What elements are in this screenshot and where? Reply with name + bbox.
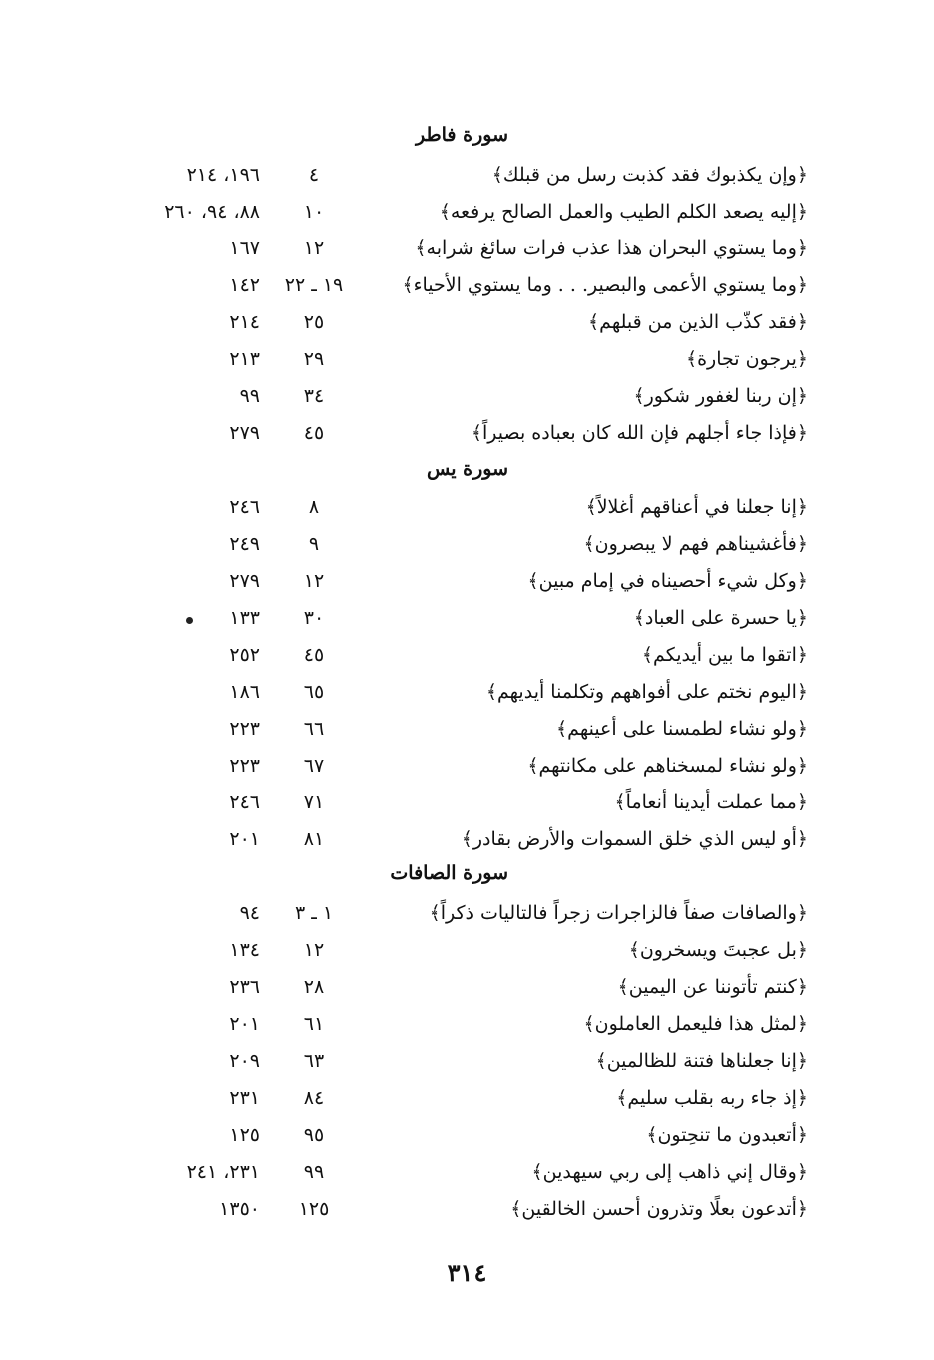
index-row <box>0 1193 934 1225</box>
verse-text: ﴿يرجون تجارة﴾ <box>685 348 808 370</box>
verse-text: ﴿يا حسرة على العباد﴾ <box>633 607 808 629</box>
verse-text: ﴿لمثل هذا فليعمل العاملون﴾ <box>583 1013 808 1035</box>
index-row <box>0 934 934 966</box>
page-references: ٨٨، ٩٤، ٢٦٠ <box>164 201 260 223</box>
ayah-number: ١٢٥ <box>298 1198 330 1220</box>
ayah-number: ٨١ <box>303 828 325 850</box>
index-row <box>0 232 934 264</box>
index-row <box>0 602 934 634</box>
index-row <box>0 380 934 412</box>
page-references: ١٨٦ <box>229 681 260 703</box>
index-row <box>0 1045 934 1077</box>
ayah-number: ٩٩ <box>303 1161 325 1183</box>
ayah-number: ١٢ <box>303 939 325 961</box>
page-references: ٢٣١، ٢٤١ <box>186 1161 260 1183</box>
page-references: ٢٠٩ <box>229 1050 260 1072</box>
ayah-number: ٩٥ <box>303 1124 325 1146</box>
index-row <box>0 971 934 1003</box>
page-references: ٢٤٦ <box>229 496 260 518</box>
page-references: ١٣٣ <box>229 607 260 629</box>
index-row <box>0 565 934 597</box>
page-references: ٢١٣ <box>229 348 260 370</box>
ayah-number: ١٠ <box>303 201 325 223</box>
page-number: ٣١٤ <box>447 1258 487 1287</box>
verse-text: ﴿فإذا جاء أجلهم فإن الله كان بعباده بصيراً﴾ <box>470 422 808 444</box>
page-references: ٢٣١ <box>229 1087 260 1109</box>
page-references: ٢٧٩ <box>229 570 260 592</box>
ayah-number: ١٢ <box>303 570 325 592</box>
page-references: ٢٢٣ <box>229 718 260 740</box>
index-row <box>0 713 934 745</box>
verse-text: ﴿أتعبدون ما تنحِتون﴾ <box>646 1124 808 1146</box>
verse-text: ﴿ولو نشاء لمسخناهم على مكانتهم﴾ <box>527 755 808 777</box>
index-row <box>0 196 934 228</box>
index-row <box>0 417 934 449</box>
page-references: ١٣٤ <box>229 939 260 961</box>
index-row <box>0 491 934 523</box>
index-row <box>0 1008 934 1040</box>
ayah-number: ٦٦ <box>303 718 325 740</box>
page-references: ٢٤٦ <box>229 791 260 813</box>
verse-text: ﴿أو ليس الذي خلق السموات والأرض بقادر﴾ <box>461 828 808 850</box>
verse-text: ﴿إنا جعلنا في أعناقهم أغلالاً﴾ <box>585 496 808 518</box>
verse-text: ﴿فأغشيناهم فهم لا يبصرون﴾ <box>583 533 808 555</box>
surah-heading: سورة يس <box>427 458 508 480</box>
ayah-number: ٢٨ <box>303 976 325 998</box>
verse-text: ﴿وكل شيء أحصيناه في إمام مبين﴾ <box>527 570 808 592</box>
ayah-number: ٨ <box>308 496 320 518</box>
page-references: ٢١٤ <box>229 311 260 333</box>
index-row <box>0 159 934 191</box>
bullet-mark-icon <box>186 617 193 624</box>
page-references: ٢٣٦ <box>229 976 260 998</box>
ayah-number: ١ ـ ٣ <box>294 902 334 924</box>
index-row <box>0 786 934 818</box>
verse-text: ﴿فقد كذّب الذين من قبلهم﴾ <box>588 311 808 333</box>
index-row <box>0 343 934 375</box>
page-references: ٢٠١ <box>229 1013 260 1035</box>
surah-heading: سورة الصافات <box>390 862 508 884</box>
verse-text: ﴿وقال إني ذاهب إلى ربي سيهدين﴾ <box>531 1161 808 1183</box>
index-row <box>0 676 934 708</box>
ayah-number: ٤ <box>308 164 320 186</box>
ayah-number: ١٢ <box>303 237 325 259</box>
index-row <box>0 269 934 301</box>
verse-text: ﴿كنتم تأتوننا عن اليمين﴾ <box>617 976 808 998</box>
page-references: ١٢٥ <box>229 1124 260 1146</box>
ayah-number: ٣٠ <box>303 607 325 629</box>
ayah-number: ١٩ ـ ٢٢ <box>284 274 344 296</box>
verse-text: ﴿وما يستوي البحران هذا عذب فرات سائغ شرابه﴾ <box>415 237 808 259</box>
verse-text: ﴿وإن يكذبوك فقد كذبت رسل من قبلك﴾ <box>491 164 808 186</box>
page-references: ٢٤٩ <box>229 533 260 555</box>
index-row <box>0 1082 934 1114</box>
ayah-number: ٢٥ <box>303 311 325 333</box>
ayah-number: ٤٥ <box>303 644 325 666</box>
index-row <box>0 1119 934 1151</box>
index-row <box>0 528 934 560</box>
ayah-number: ٣٤ <box>303 385 325 407</box>
index-row <box>0 306 934 338</box>
index-row <box>0 639 934 671</box>
page-references: ١٩٦، ٢١٤ <box>186 164 260 186</box>
ayah-number: ٦١ <box>303 1013 325 1035</box>
surah-heading: سورة فاطر <box>416 124 508 146</box>
page-references: ٢٠١ <box>229 828 260 850</box>
ayah-number: ٧١ <box>303 791 325 813</box>
page-references: ٩٩ <box>239 385 260 407</box>
verse-text: ﴿مما عملت أيدينا أنعاماً﴾ <box>614 791 808 813</box>
page-references: ٢٧٩ <box>229 422 260 444</box>
index-row <box>0 897 934 929</box>
verse-text: ﴿والصافات صفاً فالزاجرات زجراً فالتاليات ذكراً﴾ <box>429 902 808 924</box>
verse-text: ﴿بل عجبتَ ويسخرون﴾ <box>628 939 808 961</box>
ayah-number: ٢٩ <box>303 348 325 370</box>
ayah-number: ٩ <box>308 533 320 555</box>
ayah-number: ٦٧ <box>303 755 325 777</box>
page-references: ٢٥٢ <box>229 644 260 666</box>
index-row <box>0 750 934 782</box>
index-row <box>0 823 934 855</box>
page-references: ١٤٢ <box>229 274 260 296</box>
page-references: ١٦٧ <box>229 237 260 259</box>
verse-text: ﴿اتقوا ما بين أيديكم﴾ <box>641 644 808 666</box>
verse-text: ﴿إنا جعلناها فتنة للظالمين﴾ <box>595 1050 808 1072</box>
ayah-number: ٦٣ <box>303 1050 325 1072</box>
page-references: ١٣٥٠ <box>219 1198 260 1220</box>
ayah-number: ٤٥ <box>303 422 325 444</box>
page-references: ٩٤ <box>239 902 260 924</box>
verse-text: ﴿إليه يصعد الكلم الطيب والعمل الصالح يرفعه﴾ <box>439 201 808 223</box>
page-references: ٢٢٣ <box>229 755 260 777</box>
verse-text: ﴿وما يستوي الأعمى والبصير. . . وما يستوي الأحياء﴾ <box>402 274 808 296</box>
verse-text: ﴿أتدعون بعلًا وتذرون أحسن الخالقين﴾ <box>510 1198 808 1220</box>
verse-text: ﴿ولو نشاء لطمسنا على أعينهم﴾ <box>556 718 808 740</box>
verse-text: ﴿إن ربنا لغفور شكور﴾ <box>633 385 808 407</box>
verse-text: ﴿اليوم نختم على أفواههم وتكلمنا أيديهم﴾ <box>485 681 808 703</box>
ayah-number: ٦٥ <box>303 681 325 703</box>
ayah-number: ٨٤ <box>303 1087 325 1109</box>
index-row <box>0 1156 934 1188</box>
verse-text: ﴿إذ جاء ربه بقلب سليم﴾ <box>616 1087 808 1109</box>
